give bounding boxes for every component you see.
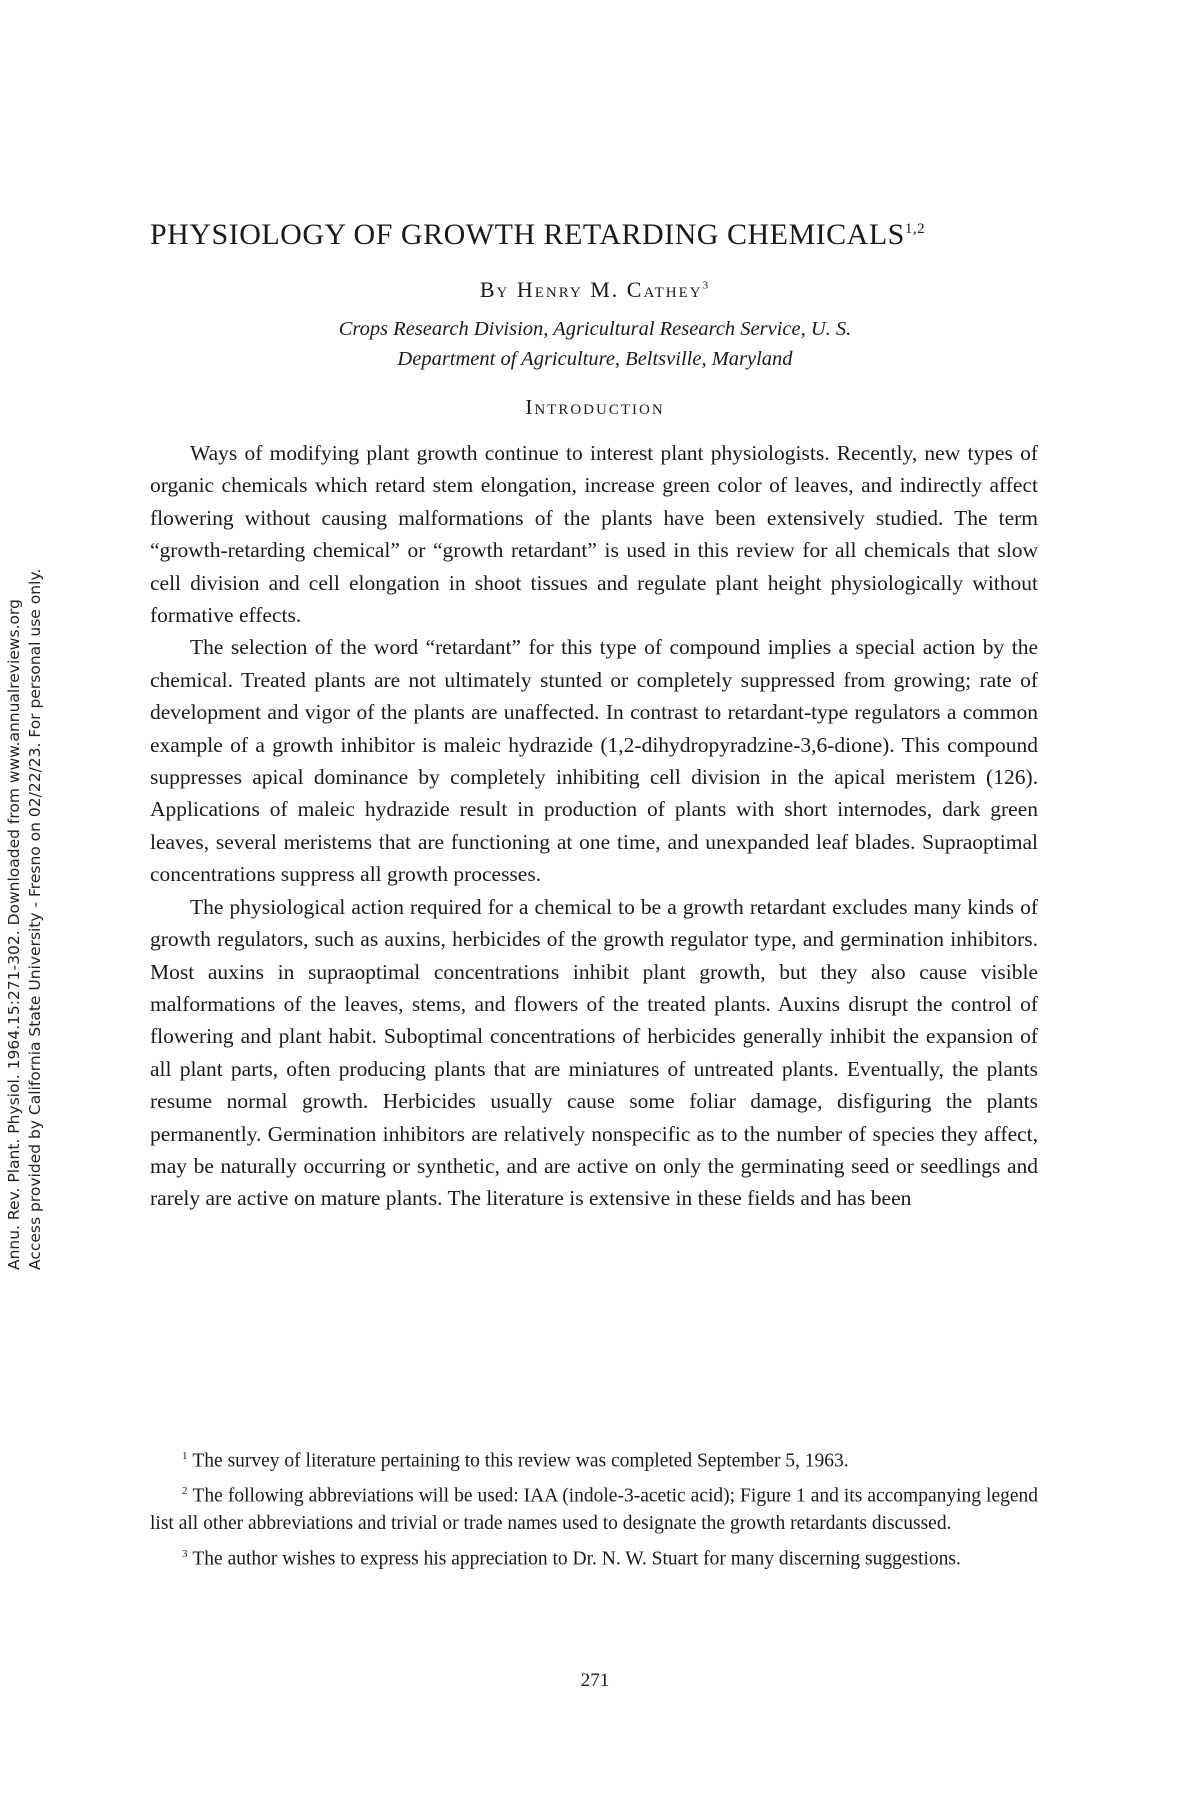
author-affiliation [150, 314, 1040, 374]
author-byline [150, 277, 1040, 303]
section-heading: Introduction [525, 395, 665, 419]
download-notice-line-2: Access provided by California State University - Fresno on 02/22/23. For personal use only. [26, 568, 44, 1270]
paragraph: The physiological action required for a chemical to be a growth retardant excludes many kinds of growth regulators, such as auxins, herbicides of the growth regulator type, and germination inhibitors. Most auxins in supraoptimal concentrations inhibit plant growth, but they also cause visible malformations of the leaves, stems, and flowers of the treated plants. Auxins disrupt the control of flowering and plant habit. Suboptimal concentrations of herbicides generally inhibit the expansion of all plant parts, often producing plants that are miniatures of untreated plants. Eventually, the plants resume normal growth. Herbicides usually cause some foliar damage, disfiguring the plants permanently. Germination inhibitors are relatively nonspecific as to the number of species they affect, may be naturally occurring or synthetic, and are active on only the germinating seed or seedlings and rarely are active on mature plants. The literature is extensive in these fields and has been [150, 894, 1038, 1211]
footnote-mark: 3 [182, 1547, 188, 1560]
body-text [150, 437, 1038, 1215]
article-title-text: PHYSIOLOGY OF GROWTH RETARDING CHEMICALS [150, 218, 905, 251]
title-footnote-marks: 1,2 [904, 221, 926, 237]
affiliation-line-1: Crops Research Division, Agricultural Research Service, U. S. [338, 318, 852, 340]
page-number: 271 [580, 1670, 610, 1691]
footnote-text: The following abbreviations will be used: IAA (indole-3-acetic acid); Figure 1 and its accompanying legend list all other abbreviations and trivial or trade names used to designate the growth retardants discussed. [150, 1485, 1039, 1534]
author-footnote-mark: 3 [702, 279, 711, 292]
paragraph: The selection of the word “retardant” for this type of compound implies a special action by the chemical. Treated plants are not ultimately stunted or completely suppressed from growing; rate of development and vigor of the plants are unaffected. In contrast to retardant-type regulators a common example of a growth inhibitor is maleic hydrazide (1,2-dihydropyradzine-3,6-dione). This compound suppresses apical dominance by completely inhibiting cell division in the apical meristem (126). Applications of maleic hydrazide result in production of plants with short internodes, dark green leaves, several meristems that are functioning at one time, and unexpanded leaf blades. Supraoptimal concentrations suppress all growth processes. [150, 635, 1038, 887]
footnotes [150, 1443, 1038, 1576]
footnote [150, 1443, 1038, 1475]
download-notice [4, 470, 48, 1270]
footnote-text: The survey of literature pertaining to this review was completed September 5, 1963. [192, 1450, 849, 1472]
download-notice-text [4, 470, 48, 1270]
footnote [150, 1541, 1038, 1573]
footnote [150, 1478, 1038, 1538]
download-notice-line-1: Annu. Rev. Plant. Physiol. 1964.15:271-302. Downloaded from www.annualreviews.org [5, 599, 23, 1270]
paragraph: Ways of modifying plant growth continue to interest plant physiologists. Recently, new types of organic chemicals which retard stem elongation, increase green color of leaves, and indirectly affect flowering without causing malformations of the plants have been extensively studied. The term “growth-retarding chemical” or “growth retardant” is used in this review for all chemicals that slow cell division and cell elongation in shoot tissues and regulate plant height physiologically without formative effects. [150, 441, 1038, 628]
author-name: By Henry M. Cathey [479, 277, 703, 302]
footnote-text: The author wishes to express his appreciation to Dr. N. W. Stuart for many discerning suggestions. [192, 1548, 961, 1569]
affiliation-line-2: Department of Agriculture, Beltsville, Maryland [397, 348, 793, 370]
footnote-mark: 1 [182, 1450, 188, 1462]
article-title [150, 218, 1050, 252]
footnote-mark: 2 [182, 1485, 188, 1497]
